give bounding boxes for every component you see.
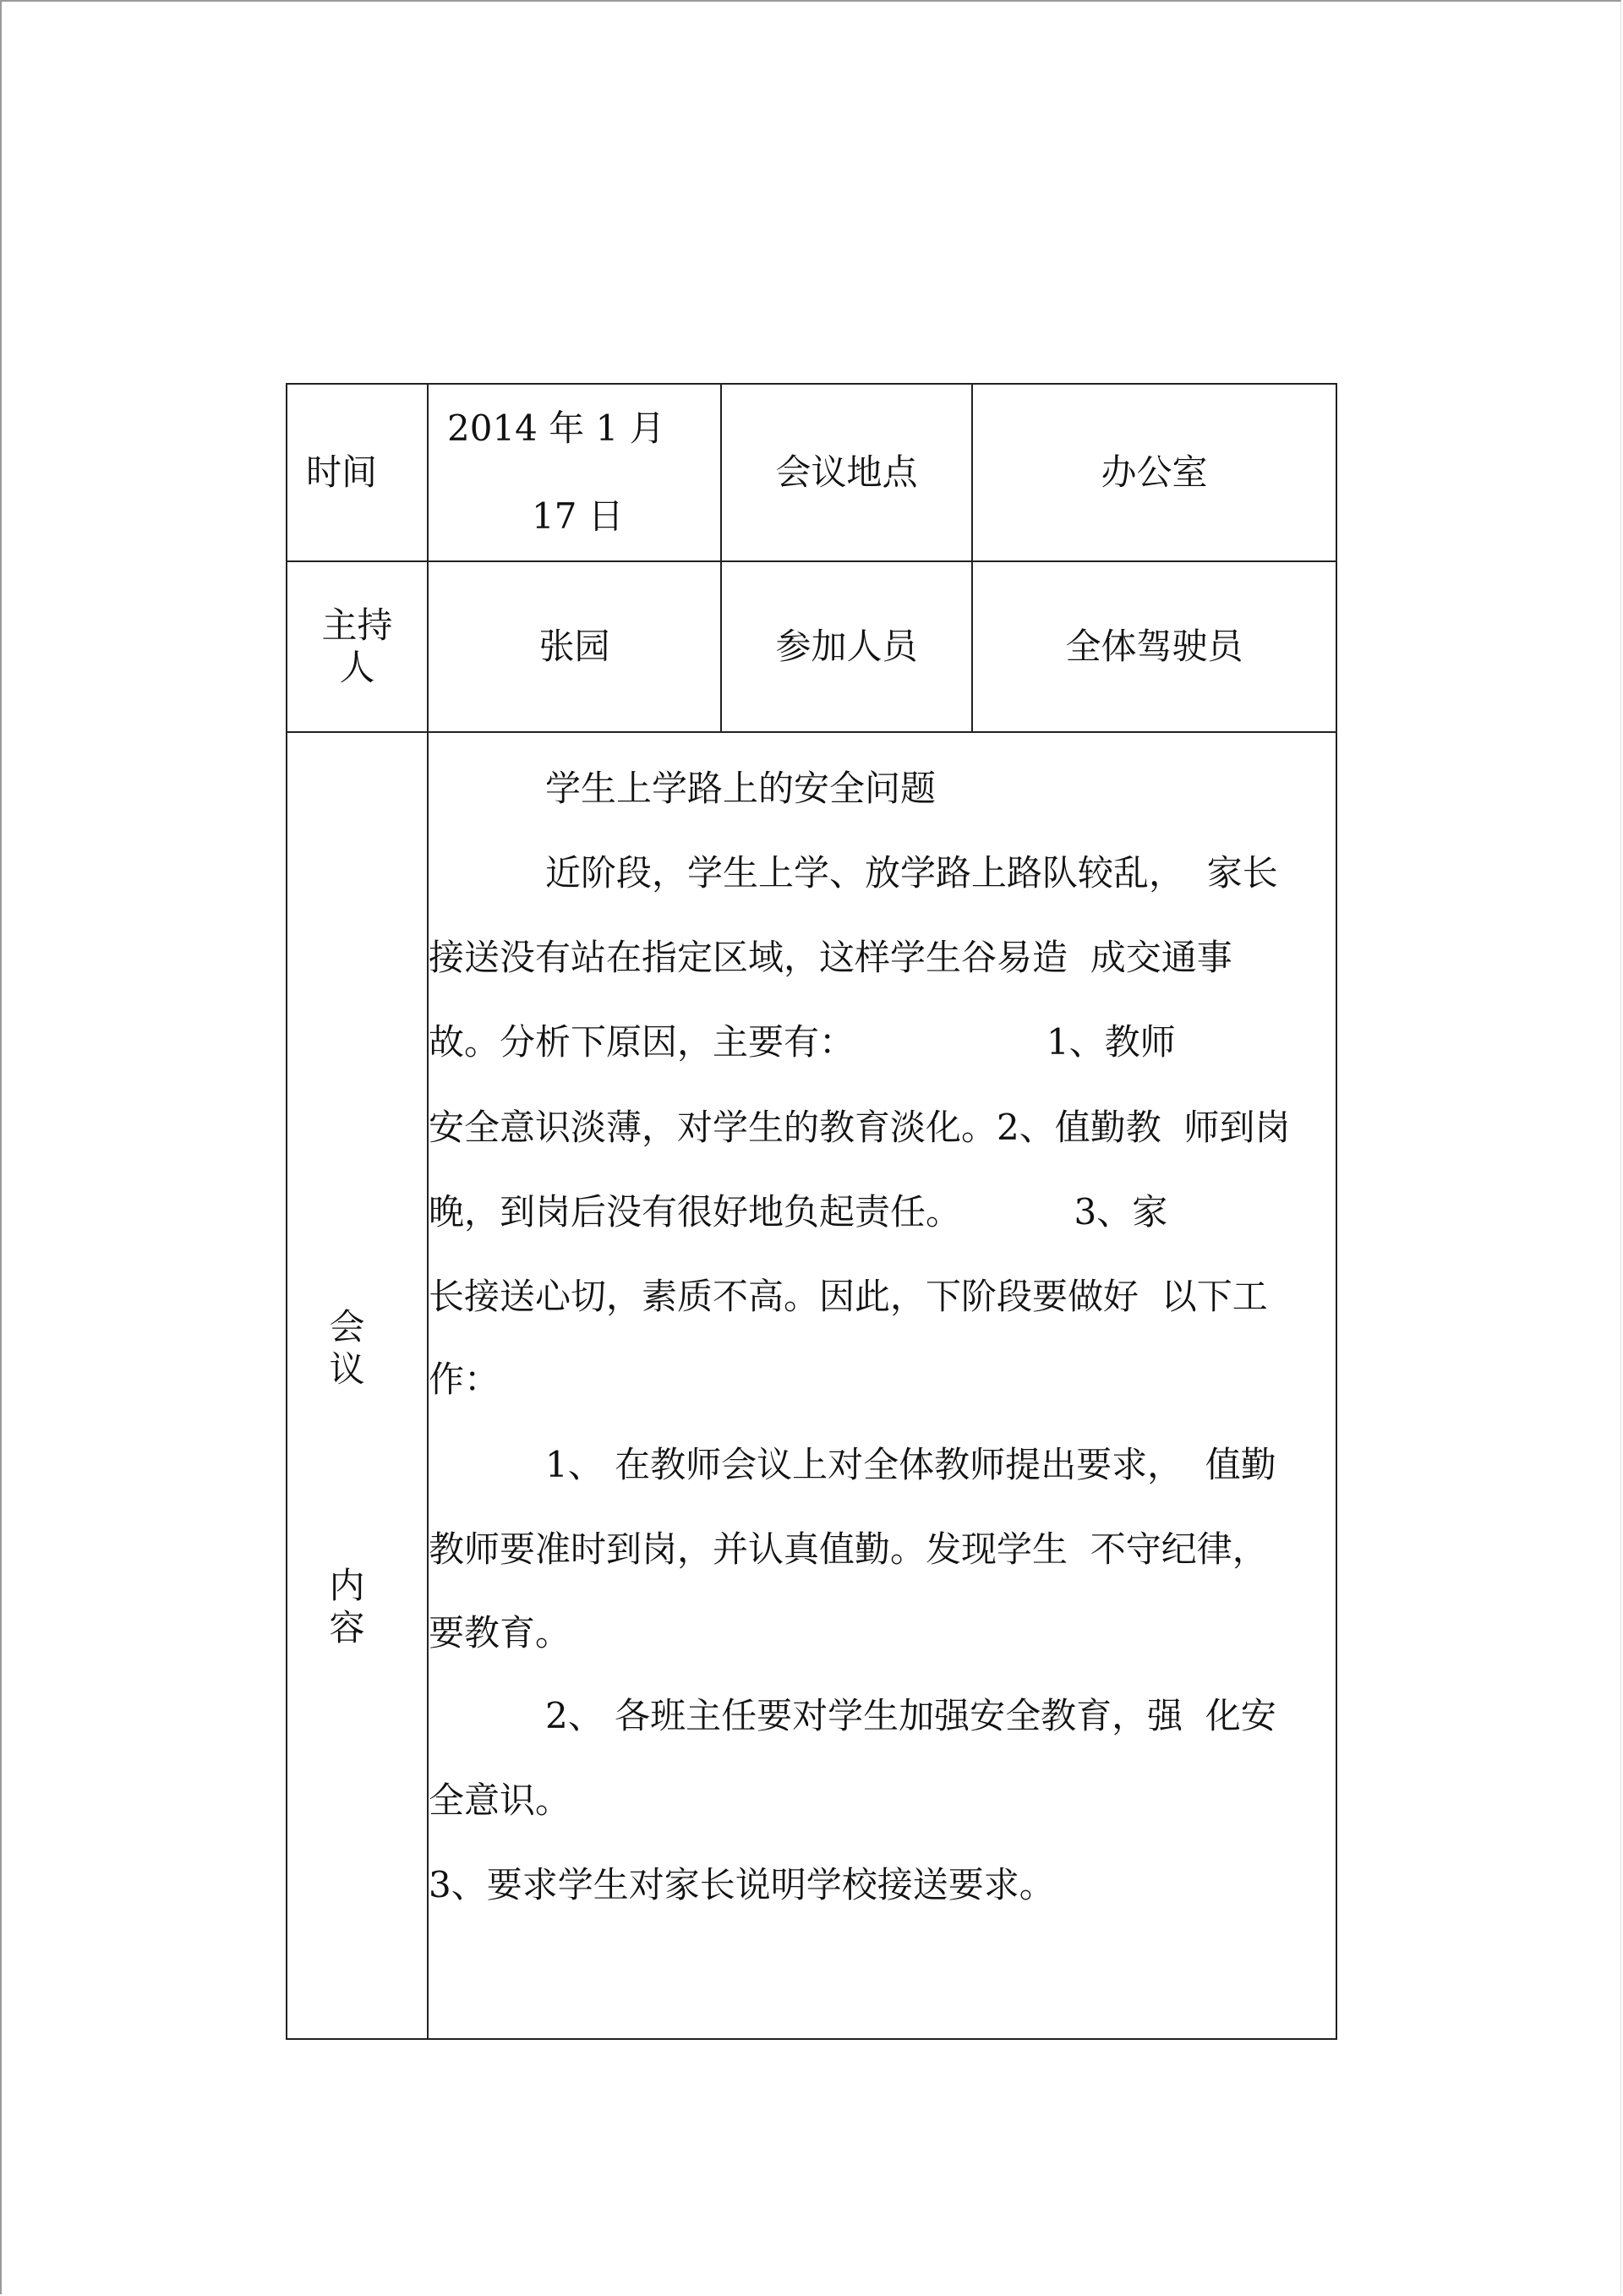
host-label-line-2: 人 — [339, 647, 375, 688]
content-line-4: 故。分析下原因，主要有： 1、教师 — [429, 1021, 1176, 1063]
content-line-8: 作： — [429, 1358, 500, 1400]
content-line-5: 安全意识淡薄，对学生的教育淡化。2、值勤教 师到岗 — [429, 1107, 1291, 1148]
host-value: 张园 — [428, 561, 721, 732]
content-line-11: 要教育。 — [429, 1612, 571, 1654]
meeting-minutes-table — [286, 383, 1337, 2040]
table-row-host-attendees — [287, 561, 1336, 732]
content-line-14: 3、要求学生对家长说明学校接送要求。 — [429, 1864, 1055, 1905]
attendees-label: 参加人员 — [721, 561, 972, 732]
content-line-9: 1、 在教师会议上对全体教师提出要求， 值勤 — [545, 1444, 1276, 1485]
location-label: 会议地点 — [721, 384, 972, 561]
content-body-cell — [428, 732, 1336, 2039]
content-label-cell — [287, 732, 428, 2039]
date-line-2: 17 日 — [532, 495, 624, 537]
content-line-12: 2、 各班主任要对学生加强安全教育，强 化安 — [545, 1695, 1276, 1736]
host-label-line-1: 主持 — [321, 604, 393, 646]
content-label-meeting: 会 议 — [329, 1306, 385, 1391]
date-value — [428, 384, 721, 561]
content-line-2: 近阶段，学生上学、放学路上路队较乱， 家长 — [545, 852, 1278, 894]
content-line-7: 长接送心切，素质不高。因此，下阶段要做好 以下工 — [429, 1276, 1268, 1317]
time-label: 时间 — [287, 384, 428, 561]
content-line-1: 学生上学路上的安全问题 — [545, 768, 937, 809]
table-row-content — [287, 732, 1336, 2039]
content-label-content: 内 容 — [329, 1565, 385, 1649]
content-line-6: 晚，到岗后没有很好地负起责任。 3、家 — [429, 1191, 1168, 1233]
content-line-3: 接送没有站在指定区域，这样学生谷易造 成交通事 — [429, 937, 1232, 978]
host-label — [287, 561, 428, 732]
location-value: 办公室 — [972, 384, 1336, 561]
content-line-10: 教师要准时到岗，并认真值勤。发现学生 不守纪律， — [429, 1528, 1268, 1570]
attendees-value: 全体驾驶员 — [972, 561, 1336, 732]
table-row-time-location — [287, 384, 1336, 561]
date-line-1: 2014 年 1 月 — [447, 407, 665, 449]
content-line-13: 全意识。 — [429, 1779, 571, 1821]
